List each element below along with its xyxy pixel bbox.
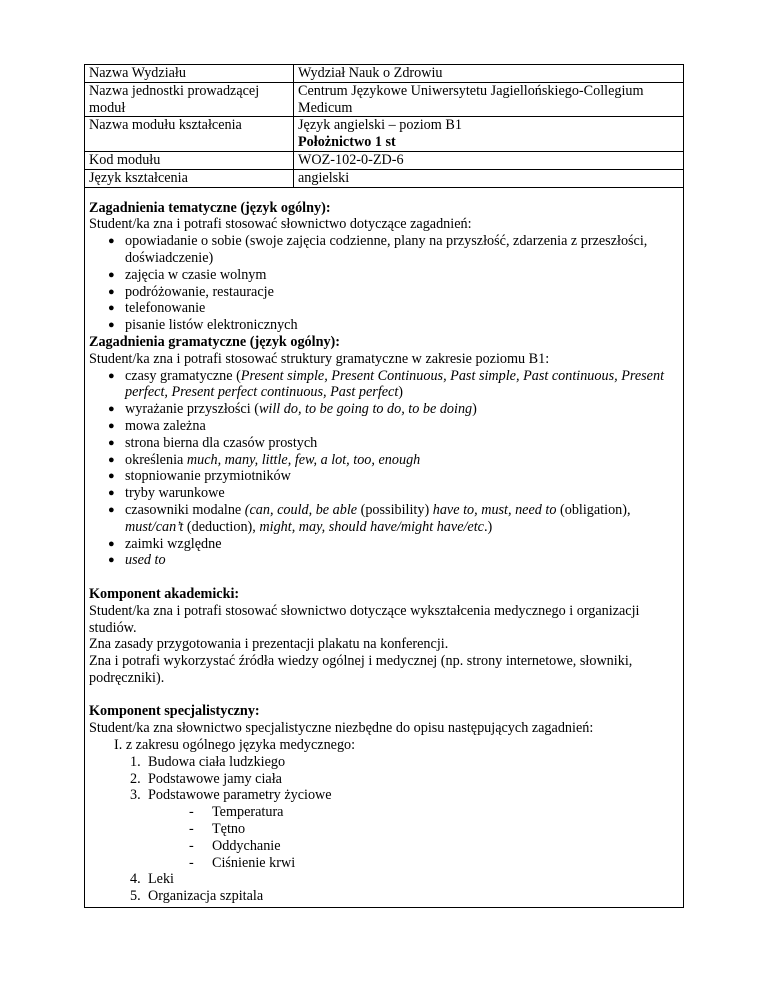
label-faculty: Nazwa Wydziału <box>85 65 294 83</box>
table-row <box>85 65 684 83</box>
list-number: 3. <box>130 787 141 804</box>
grammar-item-text: (deduction), <box>183 518 260 535</box>
spacer <box>89 569 679 586</box>
grammar-item-text: (possibility) <box>357 501 433 518</box>
list-item <box>89 871 679 888</box>
academic-paragraph: Zna zasady przygotowania i prezentacji plakatu na konferencji. <box>89 636 449 653</box>
list-dash: - <box>189 854 194 871</box>
general-intro: Student/ka zna i potrafi stosować słownictwo dotyczące zagadnień: <box>89 216 472 233</box>
value-module-code: WOZ-102-0-ZD-6 <box>294 151 684 169</box>
list-item <box>89 401 679 418</box>
list-item <box>89 754 679 771</box>
academic-heading: Komponent akademicki: <box>89 585 240 602</box>
value-module-name-text: Język angielski – poziom B1 <box>298 117 462 134</box>
value-language: angielski <box>294 169 684 187</box>
list-item: ● tryby warunkowe <box>89 485 679 502</box>
vital-signs-list <box>89 804 679 871</box>
document-page <box>84 64 684 908</box>
grammar-item-italic: (can, could, be able <box>244 501 358 518</box>
grammar-heading: Zagadnienia gramatyczne (język ogólny): <box>89 333 341 350</box>
list-item <box>89 502 679 536</box>
list-number: 4. <box>130 871 141 888</box>
value-unit: Centrum Językowe Uniwersytetu Jagiellońskiego-Collegium Medicum <box>294 82 684 117</box>
list-text: Podstawowe parametry życiowe <box>148 787 332 804</box>
grammar-item-text: (obligation), <box>556 501 631 518</box>
list-item <box>89 804 679 821</box>
table-row <box>85 82 684 117</box>
list-item: ● zaimki względne <box>89 536 679 553</box>
list-number: 2. <box>130 770 141 787</box>
grammar-item-italic: used to <box>125 552 166 569</box>
grammar-item-italic: have to, must, need to <box>432 501 557 518</box>
grammar-intro: Student/ka zna i potrafi stosować struktury gramatyczne w zakresie poziomu B1: <box>89 350 550 367</box>
grammar-item-italic: will do, to be going to do, to be doing <box>258 401 473 418</box>
list-text: Oddychanie <box>212 837 281 854</box>
specialist-topic-list-continued <box>89 871 679 905</box>
value-faculty: Wydział Nauk o Zdrowiu <box>294 65 684 83</box>
module-content <box>84 188 684 908</box>
list-text: Temperatura <box>212 804 284 821</box>
grammar-item-text: wyrażanie przyszłości ( <box>125 401 259 418</box>
label-language: Język kształcenia <box>85 169 294 187</box>
grammar-item-text: ) <box>472 401 477 418</box>
grammar-item-italic: Present simple, Present Continuous, Past simple, Past continuous, Present perfect, Present perfect continuous, Past perfect <box>125 367 665 401</box>
general-topic-list <box>89 233 679 334</box>
list-dash: - <box>189 804 194 821</box>
list-text: Budowa ciała ludzkiego <box>148 753 286 770</box>
grammar-item-text: ) <box>398 384 404 401</box>
value-module-name-bold: Położnictwo 1 st <box>298 134 396 151</box>
specialist-section-title: I. z zakresu ogólnego języka medycznego: <box>114 737 356 754</box>
module-info-table <box>84 64 684 188</box>
list-item <box>89 368 679 402</box>
grammar-item-text: czasy gramatyczne ( <box>125 367 241 384</box>
specialist-intro: Student/ka zna słownictwo specjalistyczne niezbędne do opisu następujących zagadnień: <box>89 720 594 737</box>
list-item: ● telefonowanie <box>89 300 679 317</box>
list-item <box>89 452 679 469</box>
list-item: ● stopniowanie przymiotników <box>89 468 679 485</box>
label-module-name-text: Nazwa modułu kształcenia <box>89 117 242 134</box>
grammar-item-italic: must/can’t <box>125 518 184 535</box>
label-module-code: Kod modułu <box>85 151 294 169</box>
list-dash: - <box>189 821 194 838</box>
list-text: Organizacja szpitala <box>148 888 264 905</box>
label-module-name <box>85 117 294 152</box>
list-item <box>89 888 679 905</box>
list-text: Ciśnienie krwi <box>212 854 296 871</box>
list-text: Podstawowe jamy ciała <box>148 770 282 787</box>
grammar-item-italic: might, may, should have/might have/etc <box>259 518 484 535</box>
list-item <box>89 855 679 872</box>
table-row <box>85 169 684 187</box>
grammar-list <box>89 368 679 570</box>
grammar-item-text: określenia <box>125 451 187 468</box>
spacer <box>89 687 679 704</box>
list-item <box>89 787 679 804</box>
list-number: 5. <box>130 888 141 905</box>
value-module-name <box>294 117 684 152</box>
list-item <box>89 552 679 569</box>
list-item: ● mowa zależna <box>89 418 679 435</box>
grammar-item-italic: much, many, little, few, a lot, too, enough <box>186 451 421 468</box>
list-item: ● pisanie listów elektronicznych <box>89 317 679 334</box>
table-row <box>85 117 684 152</box>
list-item: ● podróżowanie, restauracje <box>89 284 679 301</box>
list-item <box>89 838 679 855</box>
list-dash: - <box>189 837 194 854</box>
table-row <box>85 151 684 169</box>
list-item: ● zajęcia w czasie wolnym <box>89 267 679 284</box>
list-text: Tętno <box>212 821 246 838</box>
specialist-heading: Komponent specjalistyczny: <box>89 703 260 720</box>
specialist-topic-list <box>89 754 679 804</box>
list-text: Leki <box>148 871 174 888</box>
list-item: ● opowiadanie o sobie (swoje zajęcia codzienne, plany na przyszłość, zdarzenia z przeszłości, doświadczenie) <box>89 233 679 267</box>
list-item: ● strona bierna dla czasów prostych <box>89 435 679 452</box>
grammar-item-text: .) <box>483 518 493 535</box>
label-unit: Nazwa jednostki prowadzącej moduł <box>85 82 294 117</box>
grammar-item-text: czasowniki modalne <box>125 501 245 518</box>
list-item <box>89 771 679 788</box>
general-heading: Zagadnienia tematyczne (język ogólny): <box>89 199 331 216</box>
academic-paragraph: Student/ka zna i potrafi stosować słownictwo dotyczące wykształcenia medycznego i organizacji studiów. <box>89 602 640 636</box>
academic-paragraph: Zna i potrafi wykorzystać źródła wiedzy ogólnej i medycznej (np. strony internetowe, słowniki, podręczniki). <box>89 653 633 686</box>
list-number: 1. <box>130 753 141 770</box>
list-item <box>89 821 679 838</box>
